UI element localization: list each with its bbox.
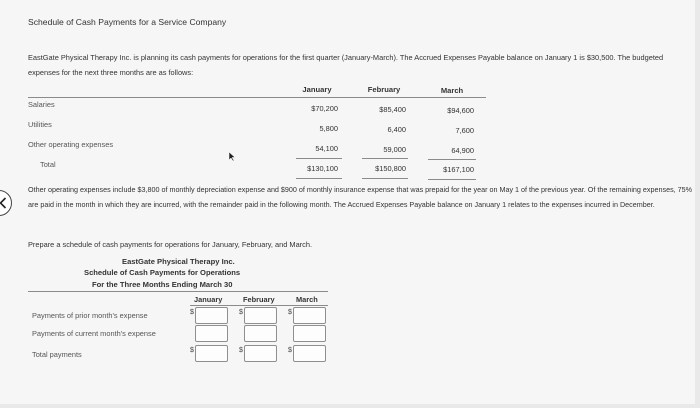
dollar-sign: $ (239, 309, 243, 316)
current-month-february-input[interactable] (244, 325, 277, 342)
budget-row-label: Other operating expenses (28, 140, 114, 149)
budget-total-cell: $167,100 (443, 165, 474, 174)
schedule-row-label: Total payments (32, 350, 82, 359)
budget-row-label: Utilities (28, 120, 52, 129)
budget-cell: 64,900 (451, 146, 474, 155)
dollar-sign: $ (288, 309, 292, 316)
total-double-rule (362, 178, 408, 179)
subtotal-rule (296, 158, 342, 159)
budget-cell: 6,400 (387, 125, 406, 134)
total-payments-february-input[interactable] (244, 345, 277, 362)
schedule-col-january: January (194, 295, 223, 304)
budget-cell: 5,800 (319, 124, 338, 133)
total-payments-january-input[interactable] (195, 345, 228, 362)
chevron-left-icon (0, 197, 7, 209)
budget-total-cell: $130,100 (307, 164, 338, 173)
problem-intro: EastGate Physical Therapy Inc. is planning its cash payments for operations for the first quarter (January-March). The Accrued Expenses Payable balance on January 1 is $30,500. The budgeted expenses for the next three months are as follows: (28, 53, 664, 77)
budget-header-rule (28, 97, 486, 98)
schedule-col-march: March (296, 295, 318, 304)
dollar-sign: $ (239, 347, 243, 354)
dollar-sign: $ (190, 309, 194, 316)
prior-month-january-input[interactable] (195, 307, 228, 324)
budget-cell: 54,100 (315, 144, 338, 153)
budget-row-label: Salaries (28, 100, 55, 109)
budget-col-february: February (367, 85, 401, 94)
budget-cell: 59,000 (383, 145, 406, 154)
budget-col-january: January (302, 85, 332, 94)
problem-prompt: Prepare a schedule of cash payments for operations for January, February, and March. (28, 240, 313, 249)
budget-total-cell: $150,800 (375, 164, 406, 173)
prior-month-march-input[interactable] (293, 307, 326, 324)
budget-col-march: March (440, 86, 464, 95)
budget-cell: $70,200 (311, 104, 338, 113)
back-button[interactable] (0, 190, 12, 216)
schedule-period: For the Three Months Ending March 30 (92, 280, 233, 289)
subtotal-rule (428, 159, 476, 160)
total-payments-march-input[interactable] (293, 345, 326, 362)
schedule-row-label: Payments of prior month's expense (32, 311, 148, 320)
budget-cell: 7,600 (455, 126, 474, 135)
problem-title: Schedule of Cash Payments for a Service Company (28, 17, 227, 27)
budget-cell: $94,600 (447, 106, 474, 115)
schedule-header-rule (190, 305, 328, 306)
total-double-rule (296, 178, 342, 179)
schedule-title-rule (28, 291, 328, 292)
current-month-march-input[interactable] (293, 325, 326, 342)
problem-note: Other operating expenses include $3,800 of monthly depreciation expense and $900 of monthly insurance expense that was prepaid for the year on May 1 of the previous year. Of the remaining expenses, 75% are paid in the month in which they are incurred, with the remainder paid in the following month. The Accrued Expenses Payable balance on January 1 relates to the expenses incurred in December. (28, 185, 693, 209)
schedule-title: Schedule of Cash Payments for Operations (84, 268, 241, 277)
schedule-company: EastGate Physical Therapy Inc. (122, 257, 235, 266)
mouse-pointer-icon (228, 151, 236, 162)
prior-month-february-input[interactable] (244, 307, 277, 324)
current-month-january-input[interactable] (195, 325, 228, 342)
total-double-rule (428, 179, 476, 180)
budget-total-label: Total (40, 160, 56, 169)
dollar-sign: $ (190, 347, 194, 354)
dollar-sign: $ (288, 347, 292, 354)
schedule-row-label: Payments of current month's expense (32, 329, 156, 338)
subtotal-rule (362, 158, 408, 159)
budget-cell: $85,400 (379, 105, 406, 114)
schedule-col-february: February (243, 295, 275, 304)
